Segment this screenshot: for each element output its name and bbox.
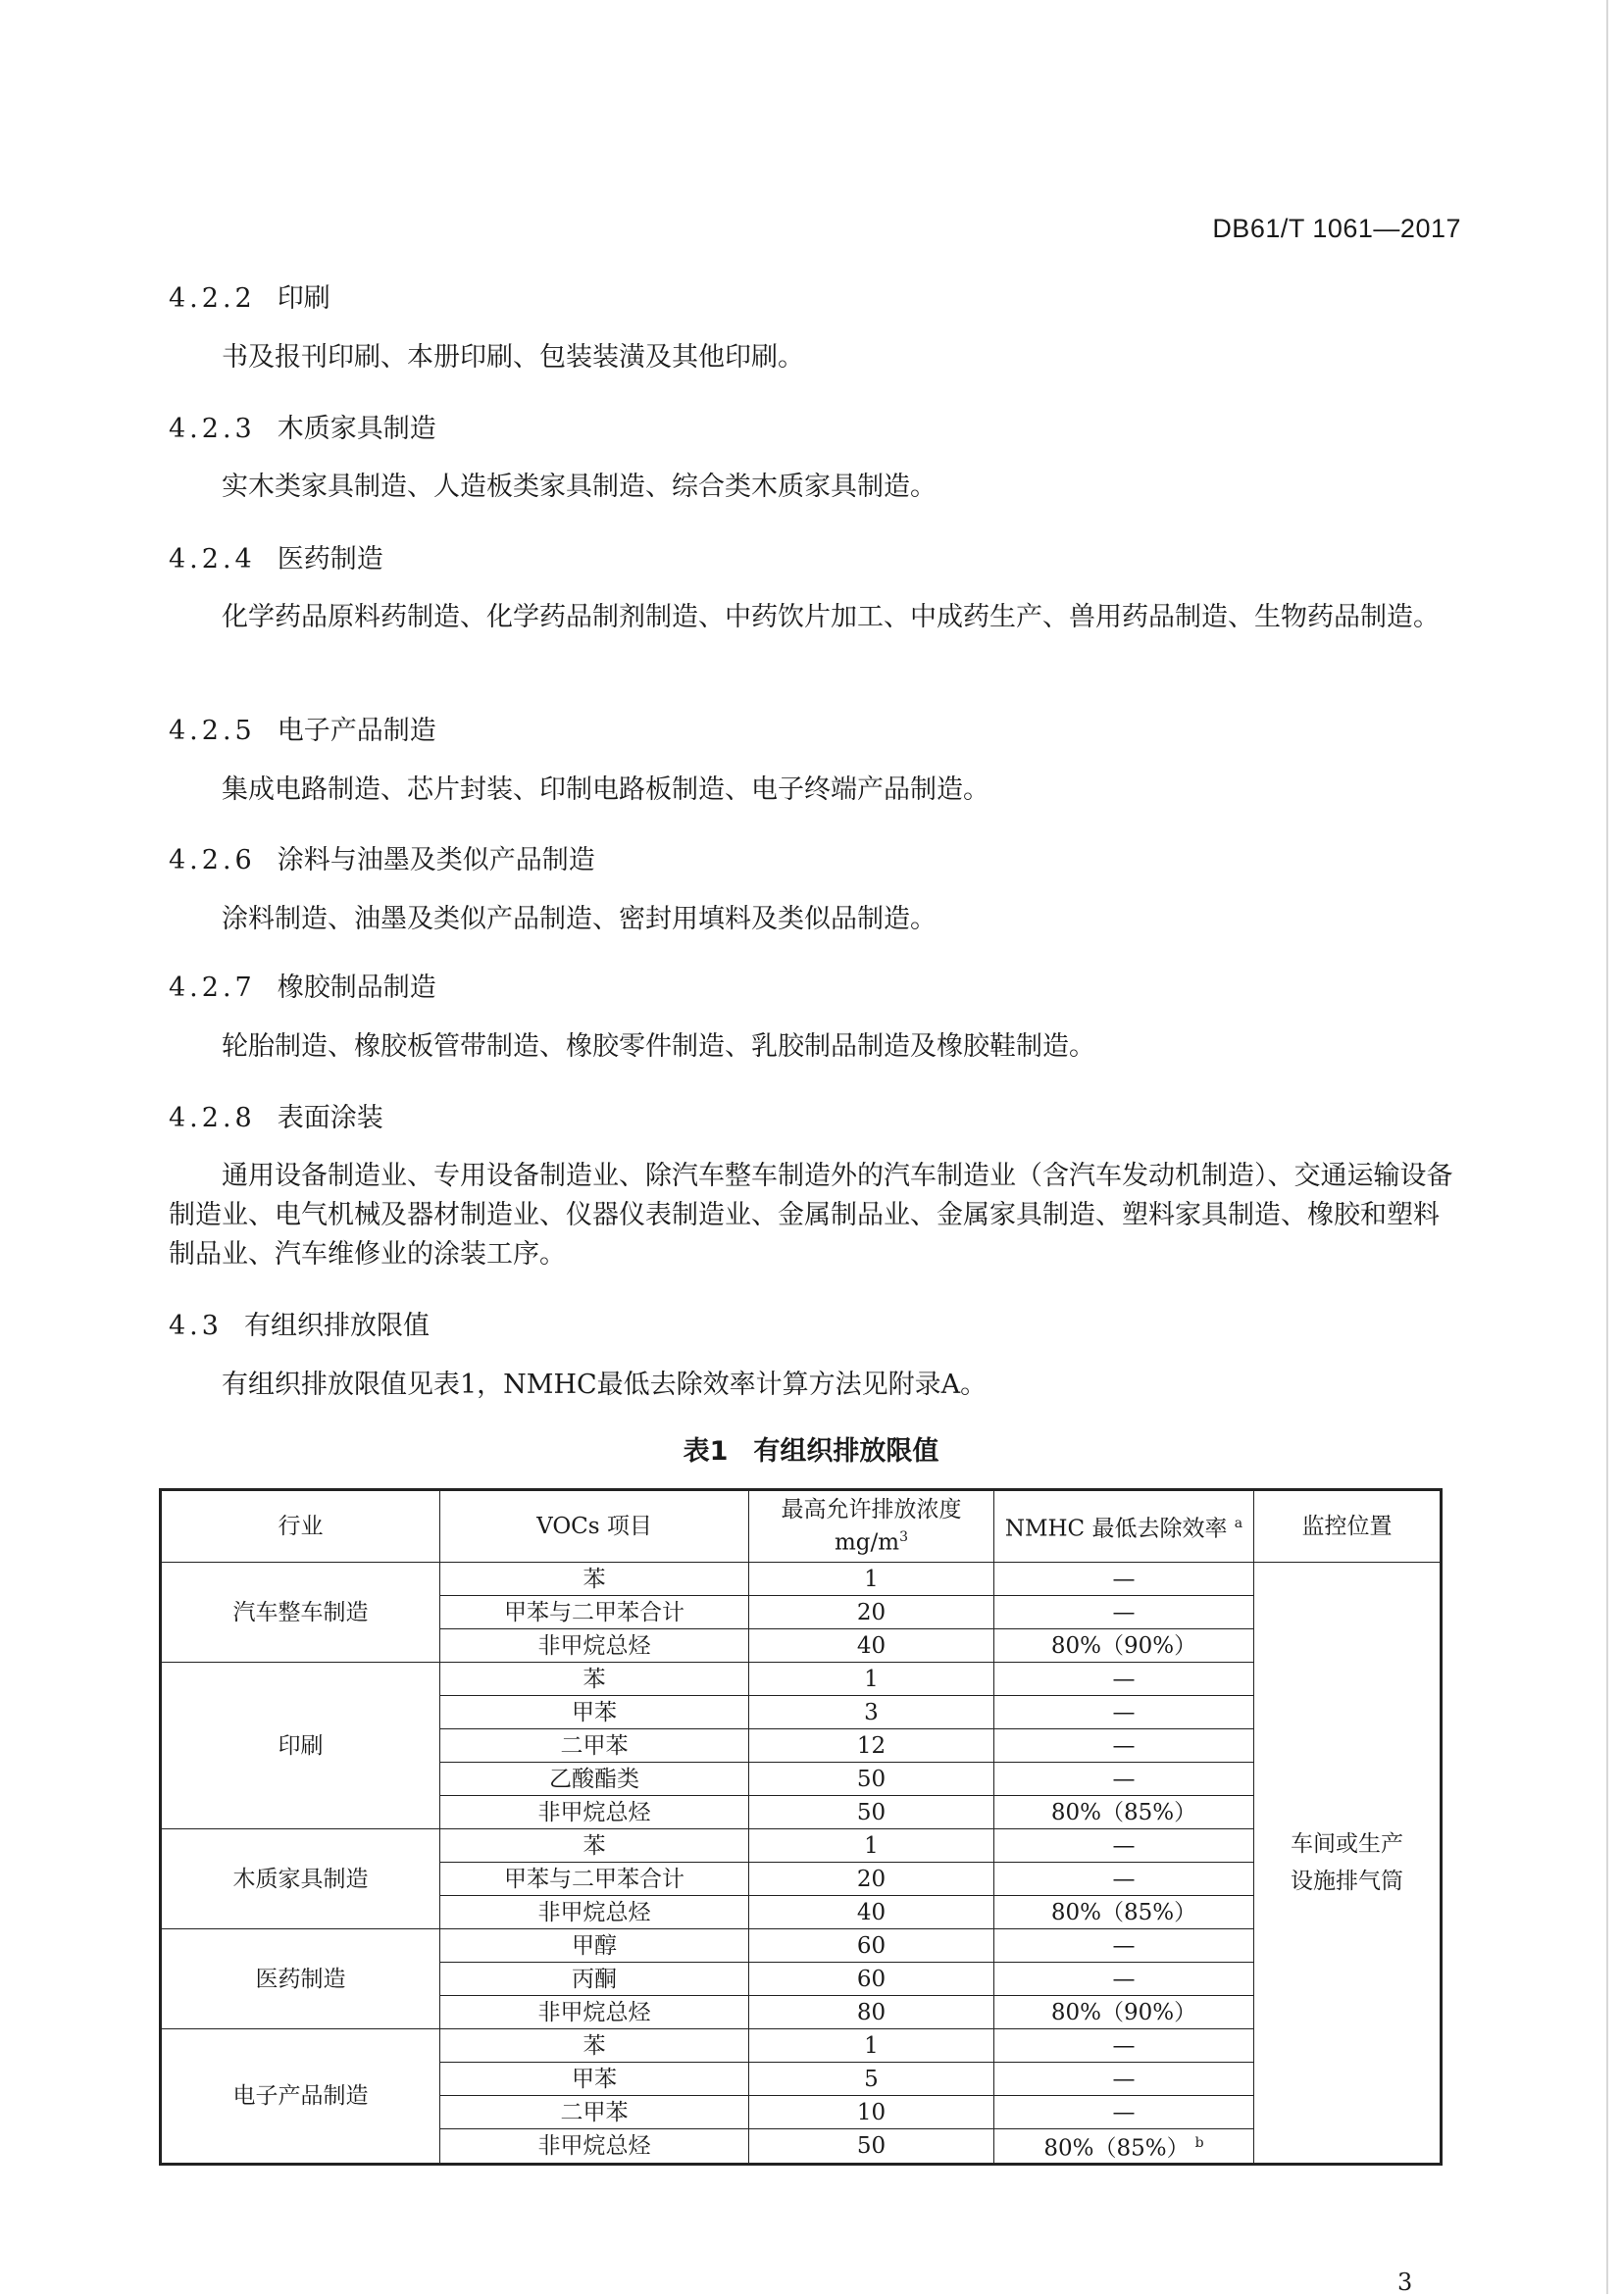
scan-edge-line (1606, 0, 1608, 2294)
vocs-item-cell: 非甲烷总烃 (440, 2129, 749, 2165)
vocs-item-cell: 非甲烷总烃 (440, 1629, 749, 1663)
efficiency-cell (994, 1829, 1254, 1863)
vocs-item-cell: 丙酮 (440, 1963, 749, 1996)
emission-limits-table (159, 1488, 1443, 2166)
header-nmhc-efficiency: NMHC 最低去除效率 $^a$ (994, 1490, 1254, 1563)
concentration-cell: 20 (749, 1596, 994, 1629)
section-heading-4-2-6: 4.2.6 涂料与油墨及类似产品制造 (169, 845, 595, 875)
concentration-cell: 40 (749, 1629, 994, 1663)
concentration-cell: 3 (749, 1696, 994, 1729)
efficiency-value: 80%（85%） (1050, 1899, 1197, 1925)
industry-cell: 医药制造 (161, 1929, 440, 2029)
section-heading-4-2-8: 4.2.8 表面涂装 (169, 1103, 383, 1133)
efficiency-value: 80%（90%） (1050, 1999, 1197, 2025)
concentration-cell: 80 (749, 1996, 994, 2029)
vocs-item-cell: 苯 (440, 1829, 749, 1863)
vocs-item-cell: 甲苯 (440, 1696, 749, 1729)
table-header-row (161, 1490, 1442, 1563)
efficiency-cell (994, 1896, 1254, 1929)
section-text-4-2-4: 化学药品原料药制造、化学药品制剂制造、中药饮片加工、中成药生产、兽用药品制造、生物药品制造。 (222, 602, 1440, 632)
efficiency-value: 80%（85%） (1050, 1799, 1197, 1825)
efficiency-cell (994, 2129, 1254, 2165)
section-heading-4-2-2: 4.2.2 印刷 (169, 283, 330, 314)
vocs-item-cell: 二甲苯 (440, 1729, 749, 1763)
section-text-4-2-8: 通用设备制造业、专用设备制造业、除汽车整车制造外的汽车制造业（含汽车发动机制造）、交通运输设备制造业、电气机械及器材制造业、仪器仪表制造业、金属制品业、金属家具制造、塑料家具制造、橡胶和塑料制品业、汽车维修业的涂装工序。 (169, 1161, 1453, 1270)
vocs-item-cell: 甲醇 (440, 1929, 749, 1963)
vocs-item-cell: 苯 (440, 1563, 749, 1596)
vocs-item-cell: 甲苯 (440, 2063, 749, 2096)
efficiency-value: — (1112, 1832, 1136, 1859)
efficiency-value: 80%（85%） (1043, 2135, 1190, 2162)
concentration-cell: 60 (749, 1963, 994, 1996)
footnote-marker: b (1194, 2135, 1204, 2151)
efficiency-cell (994, 1763, 1254, 1796)
efficiency-cell (994, 2063, 1254, 2096)
efficiency-cell (994, 1729, 1254, 1763)
efficiency-value: 80%（90%） (1050, 1632, 1197, 1659)
table-row (161, 1663, 1442, 1696)
concentration-cell: 1 (749, 1829, 994, 1863)
table-row (161, 2029, 1442, 2063)
section-heading-4-2-7: 4.2.7 橡胶制品制造 (169, 973, 436, 1003)
efficiency-cell (994, 1663, 1254, 1696)
table-row (161, 1563, 1442, 1596)
header-industry: 行业 (161, 1490, 440, 1563)
vocs-item-cell: 甲苯与二甲苯合计 (440, 1863, 749, 1896)
industry-cell: 汽车整车制造 (161, 1563, 440, 1663)
industry-cell: 电子产品制造 (161, 2029, 440, 2165)
vocs-item-cell: 乙酸酯类 (440, 1763, 749, 1796)
section-heading-4-3: 4.3 有组织排放限值 (169, 1311, 430, 1341)
concentration-cell: 40 (749, 1896, 994, 1929)
concentration-cell: 50 (749, 1796, 994, 1829)
header-concentration: 最高允许排放浓度 $mg/m^3$ (749, 1490, 994, 1563)
efficiency-value: — (1112, 2066, 1136, 2092)
concentration-cell: 10 (749, 2096, 994, 2129)
concentration-cell: 50 (749, 1763, 994, 1796)
industry-cell: 木质家具制造 (161, 1829, 440, 1929)
efficiency-value: — (1112, 1566, 1136, 1592)
section-text-4-2-7: 轮胎制造、橡胶板管带制造、橡胶零件制造、乳胶制品制造及橡胶鞋制造。 (222, 1031, 1095, 1062)
section-heading-4-2-5: 4.2.5 电子产品制造 (169, 716, 436, 746)
concentration-cell: 12 (749, 1729, 994, 1763)
monitor-location-line1: 车间或生产 (1291, 1830, 1403, 1857)
vocs-item-cell: 苯 (440, 2029, 749, 2063)
efficiency-cell (994, 1629, 1254, 1663)
efficiency-value: — (1112, 1866, 1136, 1892)
efficiency-cell (994, 2029, 1254, 2063)
section-text-4-2-3: 实木类家具制造、人造板类家具制造、综合类木质家具制造。 (222, 472, 937, 502)
concentration-cell: 60 (749, 1929, 994, 1963)
header-vocs: VOCs 项目 (440, 1490, 749, 1563)
efficiency-value: — (1112, 1766, 1136, 1792)
efficiency-cell (994, 2096, 1254, 2129)
section-heading-4-2-3: 4.2.3 木质家具制造 (169, 414, 436, 444)
vocs-item-cell: 非甲烷总烃 (440, 1796, 749, 1829)
table-row (161, 1829, 1442, 1863)
concentration-cell: 20 (749, 1863, 994, 1896)
efficiency-cell (994, 1929, 1254, 1963)
efficiency-cell (994, 1696, 1254, 1729)
vocs-item-cell: 非甲烷总烃 (440, 1996, 749, 2029)
efficiency-value: — (1112, 1932, 1136, 1959)
vocs-item-cell: 苯 (440, 1663, 749, 1696)
section-text-4-2-6: 涂料制造、油墨及类似产品制造、密封用填料及类似品制造。 (222, 904, 937, 934)
efficiency-cell (994, 1596, 1254, 1629)
table-caption: 表1 有组织排放限值 (683, 1436, 939, 1467)
efficiency-cell (994, 1863, 1254, 1896)
concentration-cell: 50 (749, 2129, 994, 2165)
page-number: 3 (1397, 2269, 1413, 2296)
vocs-item-cell: 二甲苯 (440, 2096, 749, 2129)
vocs-item-cell: 甲苯与二甲苯合计 (440, 1596, 749, 1629)
efficiency-cell (994, 1796, 1254, 1829)
efficiency-value: — (1112, 1699, 1136, 1725)
header-monitor: 监控位置 (1254, 1490, 1442, 1563)
concentration-cell: 1 (749, 2029, 994, 2063)
efficiency-value: — (1112, 1666, 1136, 1692)
efficiency-value: — (1112, 1599, 1136, 1625)
efficiency-cell (994, 1996, 1254, 2029)
concentration-cell: 1 (749, 1563, 994, 1596)
monitor-location-cell (1254, 1563, 1442, 2165)
section-heading-4-2-4: 4.2.4 医药制造 (169, 544, 383, 574)
section-text-4-2-2: 书及报刊印刷、本册印刷、包装装潢及其他印刷。 (222, 342, 804, 373)
concentration-cell: 5 (749, 2063, 994, 2096)
efficiency-value: — (1112, 1732, 1136, 1759)
efficiency-value: — (1112, 2032, 1136, 2059)
vocs-item-cell: 非甲烷总烃 (440, 1896, 749, 1929)
efficiency-cell (994, 1963, 1254, 1996)
table-row (161, 1929, 1442, 1963)
document-code: DB61/T 1061—2017 (1212, 214, 1461, 243)
concentration-cell: 1 (749, 1663, 994, 1696)
section-text-4-3: 有组织排放限值见表1，NMHC最低去除效率计算方法见附录A。 (222, 1370, 988, 1400)
efficiency-value: — (1112, 1966, 1136, 1992)
monitor-location-line2: 设施排气筒 (1291, 1868, 1403, 1894)
industry-cell: 印刷 (161, 1663, 440, 1829)
efficiency-cell (994, 1563, 1254, 1596)
section-text-4-2-5: 集成电路制造、芯片封装、印制电路板制造、电子终端产品制造。 (222, 774, 989, 805)
efficiency-value: — (1112, 2099, 1136, 2125)
